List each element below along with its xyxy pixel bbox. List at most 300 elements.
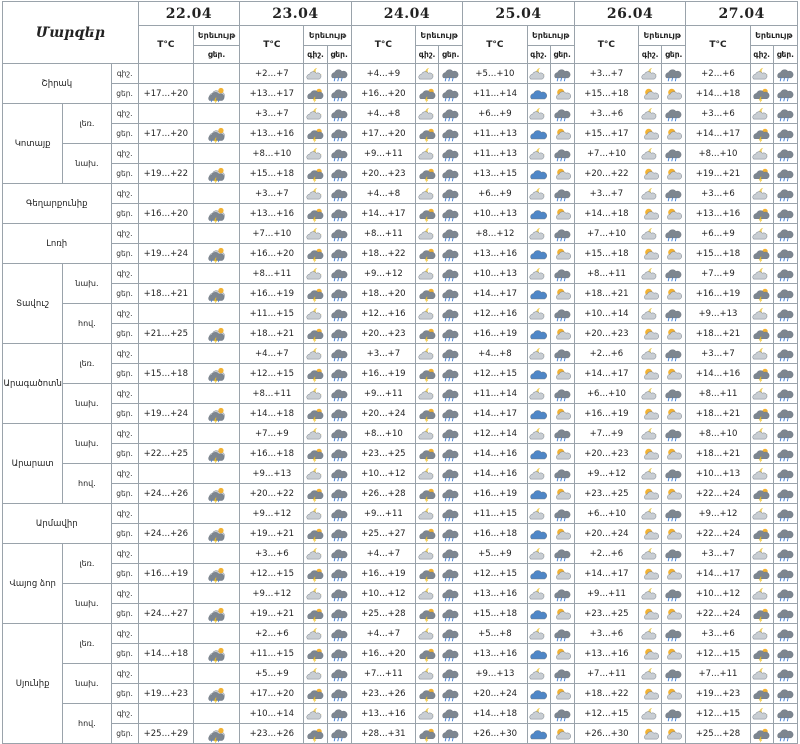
temperature-cell: +12…+15	[240, 564, 304, 584]
sun-cloud-icon	[550, 244, 574, 264]
sun-cloud-icon	[639, 564, 662, 584]
moon-cloud-icon	[750, 704, 773, 724]
cloud-icon	[527, 524, 550, 544]
weather-icon	[193, 364, 239, 384]
time-of-day: գիշ.	[111, 304, 138, 324]
moon-cloud-icon	[416, 224, 439, 244]
weather-icon	[193, 244, 239, 264]
temperature-cell: +12…+14	[463, 424, 527, 444]
moon-cloud-icon	[527, 424, 550, 444]
rain-cloud-icon	[327, 124, 351, 144]
weather-icon	[193, 464, 239, 484]
temperature-cell: +12…+15	[240, 364, 304, 384]
time-of-day: ցեր.	[111, 364, 138, 384]
temperature-cell: +9…+11	[351, 504, 415, 524]
region-name: Գեղարքունիք	[3, 184, 112, 224]
rain-cloud-icon	[327, 424, 351, 444]
rain-cloud-icon	[550, 144, 574, 164]
moon-cloud-icon	[750, 384, 773, 404]
temperature-cell: +23…+25	[574, 604, 638, 624]
temperature-cell: +14…+18	[138, 644, 193, 664]
temperature-cell: +6…+10	[574, 384, 638, 404]
temperature-cell: +16…+19	[240, 284, 304, 304]
date-header: 26.04	[574, 2, 686, 26]
moon-cloud-icon	[639, 104, 662, 124]
temperature-cell	[138, 384, 193, 404]
temperature-cell: +18…+21	[686, 324, 750, 344]
sun-cloud-icon	[550, 524, 574, 544]
temperature-cell: +14…+17	[463, 284, 527, 304]
temperature-cell: +13…+16	[574, 644, 638, 664]
sub-area-name: լեռ.	[63, 624, 111, 664]
temperature-cell: +9…+13	[240, 464, 304, 484]
storm-cloud-icon	[304, 324, 327, 344]
temperature-cell	[138, 344, 193, 364]
night-part-header: գիշ.	[416, 46, 439, 64]
weather-icon	[193, 524, 239, 544]
storm-cloud-icon	[750, 564, 773, 584]
temperature-cell: +2…+6	[686, 64, 750, 84]
rain-cloud-icon	[439, 244, 463, 264]
rain-cloud-icon	[662, 544, 686, 564]
sun-cloud-icon	[662, 164, 686, 184]
rain-cloud-icon	[439, 84, 463, 104]
temperature-cell: +20…+23	[351, 324, 415, 344]
rain-cloud-icon	[439, 544, 463, 564]
temperature-cell	[138, 624, 193, 644]
temperature-cell: +18…+21	[686, 444, 750, 464]
temperature-cell: +7…+10	[574, 144, 638, 164]
forecast-row	[3, 64, 798, 84]
rain-cloud-icon	[773, 264, 797, 284]
temperature-cell: +5…+10	[463, 64, 527, 84]
temperature-cell: +4…+8	[463, 344, 527, 364]
moon-cloud-icon	[527, 304, 550, 324]
sub-area-name: լեռ.	[63, 344, 111, 384]
storm-cloud-icon	[416, 604, 439, 624]
sub-area-name: նախ.	[63, 664, 111, 704]
temperature-cell: +20…+22	[240, 484, 304, 504]
temperature-cell	[138, 464, 193, 484]
time-of-day: գիշ.	[111, 424, 138, 444]
temperature-cell: +19…+21	[240, 524, 304, 544]
moon-cloud-icon	[416, 344, 439, 364]
moon-cloud-icon	[527, 344, 550, 364]
rain-cloud-icon	[439, 424, 463, 444]
temperature-cell: +25…+27	[351, 524, 415, 544]
sun-cloud-icon	[550, 444, 574, 464]
temperature-cell: +23…+26	[351, 684, 415, 704]
moon-cloud-icon	[304, 344, 327, 364]
cloud-icon	[527, 564, 550, 584]
rain-cloud-icon	[662, 704, 686, 724]
rain-cloud-icon	[439, 664, 463, 684]
sun-cloud-icon	[550, 644, 574, 664]
day-part-header: ցեր.	[662, 46, 686, 64]
temp-header: T°C	[138, 26, 193, 64]
storm-cloud-icon	[304, 84, 327, 104]
rain-cloud-icon	[327, 144, 351, 164]
forecast-row	[3, 524, 798, 544]
storm-cloud-icon	[750, 444, 773, 464]
temperature-cell: +10…+14	[240, 704, 304, 724]
temperature-cell: +15…+18	[574, 84, 638, 104]
temperature-cell: +19…+23	[686, 684, 750, 704]
forecast-table	[2, 1, 798, 744]
time-of-day: ցեր.	[111, 444, 138, 464]
forecast-row	[3, 244, 798, 264]
temperature-cell: +12…+16	[351, 304, 415, 324]
rain-cloud-icon	[439, 124, 463, 144]
temperature-cell: +17…+20	[351, 124, 415, 144]
temperature-cell: +6…+9	[463, 184, 527, 204]
forecast-row	[3, 184, 798, 204]
moon-cloud-icon	[304, 584, 327, 604]
rain-cloud-icon	[327, 584, 351, 604]
weather-icon	[193, 184, 239, 204]
temperature-cell: +6…+9	[463, 104, 527, 124]
sub-area-name: նախ.	[63, 424, 111, 464]
temperature-cell: +16…+19	[351, 364, 415, 384]
temperature-cell: +8…+11	[686, 384, 750, 404]
temperature-cell: +11…+14	[463, 384, 527, 404]
temperature-cell: +2…+6	[574, 344, 638, 364]
weather-icon	[193, 124, 239, 144]
moon-cloud-icon	[750, 144, 773, 164]
storm-cloud-icon	[750, 604, 773, 624]
sub-area-name: լեռ.	[63, 104, 111, 144]
temperature-cell: +15…+18	[240, 164, 304, 184]
storm-cloud-icon	[750, 244, 773, 264]
temperature-cell: +16…+19	[138, 564, 193, 584]
temperature-cell: +3…+7	[574, 184, 638, 204]
rain-cloud-icon	[773, 504, 797, 524]
time-of-day: ցեր.	[111, 244, 138, 264]
temp-header: T°C	[463, 26, 527, 64]
sub-area-name: նախ.	[63, 144, 111, 184]
moon-cloud-icon	[527, 624, 550, 644]
region-name: Արարատ	[3, 424, 63, 504]
date-header: 23.04	[240, 2, 352, 26]
rain-cloud-icon	[550, 384, 574, 404]
rain-cloud-icon	[773, 104, 797, 124]
storm-cloud-icon	[416, 324, 439, 344]
cloud-icon	[527, 124, 550, 144]
rain-cloud-icon	[327, 664, 351, 684]
time-of-day: գիշ.	[111, 64, 138, 84]
moon-cloud-icon	[416, 144, 439, 164]
moon-cloud-icon	[750, 464, 773, 484]
temperature-cell: +6…+9	[686, 224, 750, 244]
rain-cloud-icon	[550, 344, 574, 364]
weather-icon	[193, 604, 239, 624]
temperature-cell: +3…+6	[574, 624, 638, 644]
moon-cloud-icon	[416, 64, 439, 84]
rain-cloud-icon	[773, 224, 797, 244]
date-header: 25.04	[463, 2, 575, 26]
rain-cloud-icon	[439, 524, 463, 544]
moon-cloud-icon	[304, 544, 327, 564]
storm-cloud-icon	[416, 524, 439, 544]
sun-cloud-icon	[662, 564, 686, 584]
weather-icon	[193, 544, 239, 564]
forecast-row	[3, 164, 798, 184]
rain-cloud-icon	[773, 724, 797, 744]
storm-cloud-icon	[750, 84, 773, 104]
temperature-cell: +22…+24	[686, 524, 750, 544]
rain-cloud-icon	[439, 184, 463, 204]
weather-icon	[193, 484, 239, 504]
sub-area-name: լեռ.	[63, 544, 111, 584]
rain-cloud-icon	[327, 224, 351, 244]
cloud-icon	[527, 404, 550, 424]
rain-cloud-icon	[439, 584, 463, 604]
moon-cloud-icon	[304, 224, 327, 244]
time-of-day: գիշ.	[111, 544, 138, 564]
time-of-day: գիշ.	[111, 224, 138, 244]
temperature-cell: +14…+17	[574, 564, 638, 584]
moon-cloud-icon	[527, 64, 550, 84]
temperature-cell: +19…+24	[138, 404, 193, 424]
temperature-cell: +8…+10	[240, 144, 304, 164]
sub-area-name: հով.	[63, 704, 111, 744]
temperature-cell: +8…+10	[351, 424, 415, 444]
temperature-cell: +15…+17	[574, 124, 638, 144]
temperature-cell: +3…+7	[686, 344, 750, 364]
temperature-cell: +19…+23	[138, 684, 193, 704]
cloud-icon	[527, 604, 550, 624]
time-of-day: ցեր.	[111, 684, 138, 704]
rain-cloud-icon	[439, 164, 463, 184]
sun-cloud-icon	[639, 284, 662, 304]
time-of-day: ցեր.	[111, 404, 138, 424]
temperature-cell: +11…+15	[240, 304, 304, 324]
region-name: Արմավիր	[3, 504, 112, 544]
rain-cloud-icon	[662, 424, 686, 444]
moon-cloud-icon	[750, 424, 773, 444]
sun-cloud-icon	[662, 484, 686, 504]
temperature-cell: +15…+18	[686, 244, 750, 264]
moon-cloud-icon	[639, 224, 662, 244]
rain-cloud-icon	[327, 244, 351, 264]
rain-cloud-icon	[327, 284, 351, 304]
sun-cloud-icon	[550, 324, 574, 344]
moon-cloud-icon	[304, 464, 327, 484]
time-of-day: ցեր.	[111, 604, 138, 624]
temperature-cell	[138, 144, 193, 164]
moon-cloud-icon	[527, 384, 550, 404]
storm-cloud-icon	[304, 684, 327, 704]
moon-cloud-icon	[639, 304, 662, 324]
weather-icon	[193, 324, 239, 344]
time-of-day: ցեր.	[111, 564, 138, 584]
temperature-cell	[138, 64, 193, 84]
rain-cloud-icon	[773, 344, 797, 364]
temperature-cell: +17…+20	[138, 124, 193, 144]
forecast-row	[3, 464, 798, 484]
storm-cloud-icon	[416, 404, 439, 424]
moon-cloud-icon	[750, 184, 773, 204]
rain-cloud-icon	[327, 464, 351, 484]
storm-cloud-icon	[750, 324, 773, 344]
sun-cloud-icon	[662, 604, 686, 624]
moon-cloud-icon	[527, 464, 550, 484]
temp-header: T°C	[686, 26, 750, 64]
storm-cloud-icon	[750, 364, 773, 384]
temperature-cell: +21…+25	[138, 324, 193, 344]
rain-cloud-icon	[439, 344, 463, 364]
temperature-cell: +20…+24	[463, 684, 527, 704]
temperature-cell: +16…+19	[463, 324, 527, 344]
rain-cloud-icon	[439, 144, 463, 164]
storm-cloud-icon	[750, 404, 773, 424]
time-of-day: ցեր.	[111, 524, 138, 544]
time-of-day: գիշ.	[111, 384, 138, 404]
region-name: Տավուշ	[3, 264, 63, 344]
moon-cloud-icon	[304, 704, 327, 724]
sun-cloud-icon	[662, 724, 686, 744]
temperature-cell: +20…+23	[574, 444, 638, 464]
rain-cloud-icon	[439, 404, 463, 424]
rain-cloud-icon	[662, 304, 686, 324]
weather-icon	[193, 644, 239, 664]
storm-cloud-icon	[750, 164, 773, 184]
temperature-cell: +9…+13	[686, 304, 750, 324]
temperature-cell: +3…+7	[240, 104, 304, 124]
temperature-cell: +4…+8	[351, 184, 415, 204]
rain-cloud-icon	[327, 264, 351, 284]
forecast-row	[3, 664, 798, 684]
day-part-header: ցեր.	[327, 46, 351, 64]
rain-cloud-icon	[439, 564, 463, 584]
storm-cloud-icon	[304, 284, 327, 304]
temperature-cell: +14…+16	[463, 464, 527, 484]
rain-cloud-icon	[327, 64, 351, 84]
rain-cloud-icon	[773, 284, 797, 304]
rain-cloud-icon	[327, 564, 351, 584]
sub-area-name: նախ.	[63, 584, 111, 624]
temperature-cell: +13…+16	[240, 204, 304, 224]
storm-cloud-icon	[416, 284, 439, 304]
sky-header: Երեւույթ	[304, 26, 351, 46]
moon-cloud-icon	[416, 704, 439, 724]
temperature-cell: +8…+12	[463, 224, 527, 244]
cloud-icon	[527, 244, 550, 264]
forecast-row	[3, 584, 798, 604]
time-of-day: գիշ.	[111, 704, 138, 724]
rain-cloud-icon	[439, 224, 463, 244]
sun-cloud-icon	[639, 684, 662, 704]
sub-area-name: նախ.	[63, 264, 111, 304]
weather-icon	[193, 684, 239, 704]
forecast-row	[3, 344, 798, 364]
temperature-cell: +7…+10	[574, 224, 638, 244]
forecast-row	[3, 364, 798, 384]
temperature-cell: +25…+28	[351, 604, 415, 624]
forecast-row	[3, 424, 798, 444]
forecast-row	[3, 564, 798, 584]
rain-cloud-icon	[773, 124, 797, 144]
storm-cloud-icon	[750, 524, 773, 544]
temperature-cell	[138, 664, 193, 684]
sun-cloud-icon	[639, 84, 662, 104]
temperature-cell: +4…+7	[351, 624, 415, 644]
temperature-cell: +4…+8	[351, 104, 415, 124]
region-name: Սյունիք	[3, 624, 63, 744]
temperature-cell: +26…+30	[463, 724, 527, 744]
moon-cloud-icon	[527, 504, 550, 524]
rain-cloud-icon	[550, 664, 574, 684]
temperature-cell: +3…+6	[240, 544, 304, 564]
temperature-cell: +3…+7	[574, 64, 638, 84]
forecast-row	[3, 84, 798, 104]
moon-cloud-icon	[639, 624, 662, 644]
temperature-cell: +3…+7	[240, 184, 304, 204]
temperature-cell	[138, 304, 193, 324]
rain-cloud-icon	[773, 564, 797, 584]
temperature-cell: +13…+16	[463, 644, 527, 664]
temperature-cell: +26…+30	[574, 724, 638, 744]
moon-cloud-icon	[527, 264, 550, 284]
weather-icon	[193, 264, 239, 284]
rain-cloud-icon	[773, 164, 797, 184]
temperature-cell: +19…+21	[686, 164, 750, 184]
moon-cloud-icon	[527, 224, 550, 244]
moon-cloud-icon	[639, 344, 662, 364]
rain-cloud-icon	[662, 464, 686, 484]
time-of-day: գիշ.	[111, 104, 138, 124]
moon-cloud-icon	[527, 584, 550, 604]
rain-cloud-icon	[439, 384, 463, 404]
temperature-cell: +3…+7	[686, 544, 750, 564]
sun-cloud-icon	[550, 484, 574, 504]
temperature-cell: +7…+9	[240, 424, 304, 444]
rain-cloud-icon	[662, 104, 686, 124]
time-of-day: գիշ.	[111, 264, 138, 284]
rain-cloud-icon	[327, 504, 351, 524]
temperature-cell: +14…+17	[686, 124, 750, 144]
storm-cloud-icon	[750, 204, 773, 224]
forecast-row	[3, 484, 798, 504]
weather-icon	[193, 84, 239, 104]
time-of-day: ցեր.	[111, 164, 138, 184]
storm-cloud-icon	[750, 684, 773, 704]
rain-cloud-icon	[439, 64, 463, 84]
weather-icon	[193, 104, 239, 124]
temperature-cell: +10…+12	[686, 584, 750, 604]
temperature-cell	[138, 264, 193, 284]
forecast-row	[3, 224, 798, 244]
sun-cloud-icon	[550, 604, 574, 624]
moon-cloud-icon	[639, 544, 662, 564]
moon-cloud-icon	[750, 104, 773, 124]
storm-cloud-icon	[304, 444, 327, 464]
storm-cloud-icon	[416, 724, 439, 744]
weather-icon	[193, 304, 239, 324]
temperature-cell: +16…+19	[574, 404, 638, 424]
sun-cloud-icon	[550, 284, 574, 304]
weather-icon	[193, 64, 239, 84]
rain-cloud-icon	[662, 144, 686, 164]
weather-icon	[193, 704, 239, 724]
moon-cloud-icon	[416, 664, 439, 684]
rain-cloud-icon	[327, 544, 351, 564]
rain-cloud-icon	[773, 644, 797, 664]
rain-cloud-icon	[773, 144, 797, 164]
temperature-cell: +13…+17	[240, 84, 304, 104]
moon-cloud-icon	[639, 704, 662, 724]
sky-header: Երեւույթ	[639, 26, 686, 46]
